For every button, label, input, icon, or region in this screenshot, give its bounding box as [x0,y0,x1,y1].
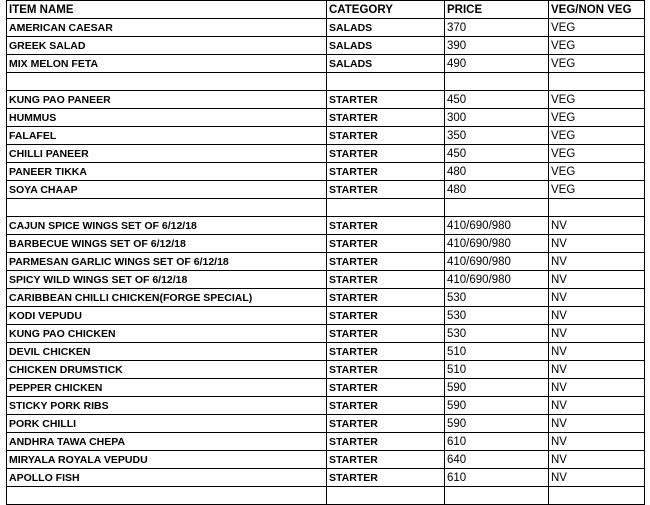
price-cell [445,127,549,145]
price-cell [445,199,549,217]
veg-nonveg-cell-text: VEG [551,183,576,196]
price-cell [445,253,549,271]
category-cell-text: SALADS [329,57,373,70]
item-name-cell-text: MIX MELON FETA [9,57,99,70]
item-name-cell [7,163,327,181]
item-name-cell [7,451,327,469]
item-name-cell-text: DEVIL CHICKEN [9,345,91,358]
category-cell [327,73,445,91]
item-name-cell-text: PORK CHILLI [9,417,77,430]
category-cell [327,199,445,217]
category-cell-text: STARTER [329,255,378,268]
veg-nonveg-cell-text: VEG [551,57,576,70]
item-name-cell-text: FALAFEL [9,129,57,142]
table-row [7,451,645,469]
table-row [7,55,645,73]
category-cell-text: SALADS [329,39,373,52]
category-cell-text: STARTER [329,219,378,232]
item-name-cell [7,91,327,109]
table-row [7,253,645,271]
price-cell [445,361,549,379]
table-row [7,163,645,181]
item-name-cell [7,235,327,253]
category-cell [327,235,445,253]
category-cell-text: STARTER [329,471,378,484]
veg-nonveg-cell [549,325,645,343]
veg-nonveg-cell-text: VEG [551,21,576,34]
price-cell-text: 530 [447,309,467,322]
item-name-cell [7,145,327,163]
category-cell [327,109,445,127]
item-name-cell [7,379,327,397]
veg-nonveg-cell-text: VEG [551,129,576,142]
price-cell-text: 530 [447,327,467,340]
item-name-cell-text: CARIBBEAN CHILLI CHICKEN [9,291,160,304]
header-item-name: ITEM NAME [7,1,327,19]
category-cell-text: STARTER [329,93,378,106]
veg-nonveg-cell [549,73,645,91]
veg-nonveg-cell-text: VEG [551,147,576,160]
veg-nonveg-cell-text: VEG [551,39,576,52]
price-cell [445,307,549,325]
item-name-cell [7,289,327,307]
price-cell-text: 410/690/980 [447,255,511,268]
menu-sheet [6,0,645,505]
category-cell [327,217,445,235]
item-name-cell [7,127,327,145]
price-cell [445,415,549,433]
item-name-cell [7,307,327,325]
header-row [7,1,645,19]
table-row [7,271,645,289]
veg-nonveg-cell [549,415,645,433]
price-cell [445,343,549,361]
header-price: PRICE [445,1,549,19]
price-cell [445,37,549,55]
category-cell [327,379,445,397]
category-cell-text: STARTER [329,363,378,376]
veg-nonveg-cell-text: NV [551,363,567,376]
table-row [7,199,645,217]
category-cell [327,163,445,181]
price-cell [445,73,549,91]
veg-nonveg-cell [549,343,645,361]
table-row [7,397,645,415]
veg-nonveg-cell-text: NV [551,453,567,466]
table-row [7,343,645,361]
price-cell-text: 480 [447,165,467,178]
veg-nonveg-cell [549,397,645,415]
veg-nonveg-cell-text: NV [551,471,567,484]
price-cell [445,289,549,307]
price-cell [445,487,549,505]
veg-nonveg-cell [549,289,645,307]
item-name-cell-text: MIRYALA ROYALA VEPUDU [9,453,148,466]
table-row [7,415,645,433]
category-cell [327,19,445,37]
veg-nonveg-cell [549,145,645,163]
category-cell-text: STARTER [329,183,378,196]
item-name-cell-text: KODI VEPUDU [9,309,82,322]
price-cell [445,217,549,235]
item-name-cell [7,109,327,127]
veg-nonveg-cell [549,253,645,271]
category-cell-text: STARTER [329,309,378,322]
table-row [7,127,645,145]
veg-nonveg-cell-text: NV [551,255,567,268]
category-cell [327,181,445,199]
table-row [7,37,645,55]
veg-nonveg-cell [549,181,645,199]
veg-nonveg-cell [549,451,645,469]
item-name-cell [7,55,327,73]
price-cell [445,397,549,415]
category-cell [327,325,445,343]
table-row [7,91,645,109]
veg-nonveg-cell-text: NV [551,417,567,430]
price-cell [445,379,549,397]
category-cell-text: STARTER [329,291,378,304]
veg-nonveg-cell-text: NV [551,237,567,250]
table-row [7,487,645,505]
veg-nonveg-cell-text: NV [551,399,567,412]
price-cell-text: 590 [447,381,467,394]
veg-nonveg-cell [549,271,645,289]
veg-nonveg-cell [549,127,645,145]
veg-nonveg-cell-text: VEG [551,93,576,106]
item-name-cell [7,217,327,235]
veg-nonveg-cell [549,217,645,235]
veg-nonveg-cell [549,379,645,397]
table-row [7,19,645,37]
table-row [7,217,645,235]
table-row [7,235,645,253]
category-cell [327,361,445,379]
item-name-cell-text: CHILLI PANEER [9,147,89,160]
price-cell-text: 490 [447,57,467,70]
price-cell [445,271,549,289]
veg-nonveg-cell-text: NV [551,381,567,394]
table-row [7,109,645,127]
table-row [7,181,645,199]
price-cell-text: 530 [447,291,467,304]
item-name-cell-text: AMERICAN CAESAR [9,21,113,34]
table-row [7,289,645,307]
category-cell [327,343,445,361]
veg-nonveg-cell [549,109,645,127]
veg-nonveg-cell [549,199,645,217]
price-cell [445,235,549,253]
price-cell [445,163,549,181]
veg-nonveg-cell [549,307,645,325]
veg-nonveg-cell-text: NV [551,435,567,448]
category-cell-text: STARTER [329,381,378,394]
table-row [7,307,645,325]
category-cell [327,127,445,145]
item-name-cell [7,325,327,343]
price-cell-text: 450 [447,147,467,160]
price-cell [445,469,549,487]
item-name-cell-text: KUNG PAO CHICKEN [9,327,116,340]
price-cell-text: 590 [447,399,467,412]
veg-nonveg-cell [549,55,645,73]
item-name-cell [7,397,327,415]
veg-nonveg-cell [549,91,645,109]
category-cell-text: STARTER [329,165,378,178]
veg-nonveg-cell-text: NV [551,291,567,304]
category-cell [327,469,445,487]
category-cell [327,37,445,55]
item-name-cell [7,433,327,451]
table-row [7,379,645,397]
table-row [7,469,645,487]
price-cell-text: 590 [447,417,467,430]
category-cell-text: STARTER [329,345,378,358]
item-name-cell [7,199,327,217]
item-name-cell [7,253,327,271]
menu-table [6,0,645,505]
price-cell-text: 390 [447,39,467,52]
price-cell [445,55,549,73]
price-cell [445,181,549,199]
table-row [7,145,645,163]
table-row [7,433,645,451]
item-name-cell [7,73,327,91]
item-name-cell [7,181,327,199]
category-cell [327,397,445,415]
price-cell-text: 350 [447,129,467,142]
veg-nonveg-cell [549,235,645,253]
veg-nonveg-cell [549,163,645,181]
price-cell-text: 370 [447,21,467,34]
category-cell-text: STARTER [329,237,378,250]
veg-nonveg-cell-text: NV [551,219,567,232]
veg-nonveg-cell-text: NV [551,273,567,286]
veg-nonveg-cell-text: NV [551,345,567,358]
category-cell-text: STARTER [329,453,378,466]
price-cell-text: 510 [447,345,467,358]
category-cell-text: STARTER [329,273,378,286]
price-cell [445,109,549,127]
item-name-cell-text: CAJUN SPICE WINGS SET OF 6/12/18 [9,219,197,232]
price-cell-text: 610 [447,435,467,448]
item-name-cell-text: KUNG PAO PANEER [9,93,111,106]
price-cell-text: 510 [447,363,467,376]
price-cell-text: 640 [447,453,467,466]
category-cell-text: STARTER [329,111,378,124]
item-name-cell-text: PEPPER CHICKEN [9,381,103,394]
veg-nonveg-cell [549,469,645,487]
category-cell-text: STARTER [329,417,378,430]
category-cell-text: STARTER [329,129,378,142]
item-name-cell [7,361,327,379]
item-name-cell-text: SOYA CHAAP [9,183,78,196]
header-veg-nonveg: VEG/NON VEG [549,1,645,19]
price-cell [445,145,549,163]
item-note-text: (FORGE SPECIAL) [159,291,253,304]
item-name-cell-text: PANEER TIKKA [9,165,87,178]
category-cell [327,145,445,163]
category-cell [327,451,445,469]
category-cell [327,307,445,325]
category-cell-text: SALADS [329,21,373,34]
category-cell [327,415,445,433]
table-row [7,361,645,379]
category-cell-text: STARTER [329,147,378,160]
category-cell [327,253,445,271]
item-name-cell-text: STICKY PORK RIBS [9,399,109,412]
veg-nonveg-cell [549,433,645,451]
price-cell [445,325,549,343]
veg-nonveg-cell-text: VEG [551,111,576,124]
category-cell-text: STARTER [329,327,378,340]
veg-nonveg-cell [549,37,645,55]
veg-nonveg-cell-text: VEG [551,165,576,178]
header-category: CATEGORY [327,1,445,19]
price-cell-text: 410/690/980 [447,237,511,250]
table-row [7,73,645,91]
price-cell [445,91,549,109]
item-name-cell-text: PARMESAN GARLIC WINGS SET OF 6/12/18 [9,255,229,268]
item-name-cell-text: ANDHRA TAWA CHEPA [9,435,126,448]
item-name-cell [7,487,327,505]
item-name-cell [7,37,327,55]
category-cell [327,91,445,109]
price-cell-text: 410/690/980 [447,219,511,232]
category-cell [327,289,445,307]
item-name-cell [7,271,327,289]
category-cell [327,433,445,451]
price-cell-text: 300 [447,111,467,124]
item-name-cell-text: APOLLO FISH [9,471,80,484]
price-cell-text: 410/690/980 [447,273,511,286]
veg-nonveg-cell [549,487,645,505]
item-name-cell-text: BARBECUE WINGS SET OF 6/12/18 [9,237,186,250]
item-name-cell [7,415,327,433]
item-name-cell-text: GREEK SALAD [9,39,86,52]
category-cell-text: STARTER [329,435,378,448]
item-name-cell [7,469,327,487]
category-cell-text: STARTER [329,399,378,412]
price-cell-text: 450 [447,93,467,106]
category-cell [327,487,445,505]
item-name-cell-text: CHICKEN DRUMSTICK [9,363,123,376]
item-name-cell [7,19,327,37]
item-name-cell-text: HUMMUS [9,111,57,124]
item-name-cell-text: SPICY WILD WINGS SET OF 6/12/18 [9,273,188,286]
veg-nonveg-cell-text: NV [551,309,567,322]
menu-rows [7,19,645,505]
price-cell [445,433,549,451]
price-cell-text: 480 [447,183,467,196]
price-cell-text: 610 [447,471,467,484]
table-row [7,325,645,343]
veg-nonveg-cell [549,19,645,37]
category-cell [327,55,445,73]
category-cell [327,271,445,289]
veg-nonveg-cell-text: NV [551,327,567,340]
price-cell [445,451,549,469]
item-name-cell [7,343,327,361]
veg-nonveg-cell [549,361,645,379]
price-cell [445,19,549,37]
